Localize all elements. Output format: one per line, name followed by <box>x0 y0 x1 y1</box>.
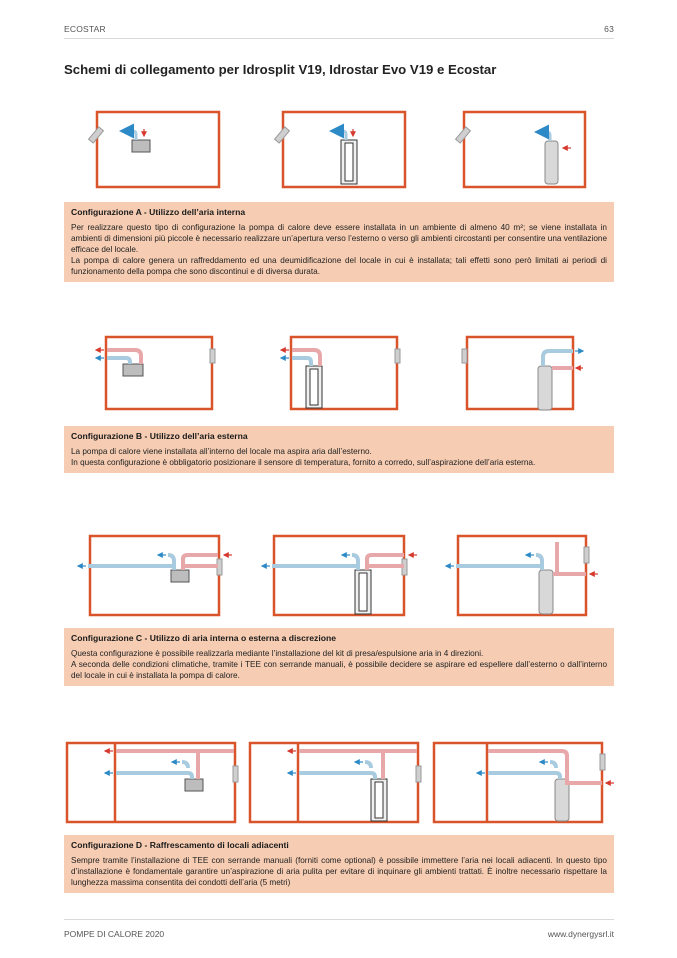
page-title: Schemi di collegamento per Idrosplit V19, Idrostar Evo V19 e Ecostar <box>64 62 497 77</box>
diagram-row-d <box>0 735 677 830</box>
tank-icon <box>539 570 553 614</box>
footer-website-link[interactable]: www.dynergysrl.it <box>547 929 614 939</box>
section-d <box>64 835 614 893</box>
diagram-c3 <box>446 536 598 615</box>
diagram-c2 <box>262 536 417 615</box>
diagram-b2 <box>281 337 400 409</box>
diagram-a2 <box>275 112 405 187</box>
window-icon <box>416 766 421 782</box>
section-b <box>64 426 614 473</box>
section-c-text-2: A seconda delle condizioni climatiche, tramite i TEE con serrande manuali, è possibile decidere se aspirare ed espellere dall’esterno o dall’interno del locale in cui è installata la pompa di calore. <box>71 660 607 680</box>
section-b-text-1: La pompa di calore viene installata all’interno del locale ma aspira aria dall’esterno. <box>71 447 372 456</box>
tank-icon <box>555 779 569 821</box>
diagram-a1 <box>89 112 219 187</box>
diagram-d2 <box>250 743 421 822</box>
heat-pump-unit-icon <box>185 779 203 791</box>
window-icon <box>233 766 238 782</box>
heat-pump-unit-icon <box>123 364 143 376</box>
section-a <box>64 202 614 282</box>
page-number: 63 <box>604 24 614 34</box>
section-c-title: Configurazione C - Utilizzo di aria interna o esterna a discrezione <box>71 633 337 643</box>
section-a-text-2: La pompa di calore genera un raffreddamento ed una deumidificazione del locale in cui è installata; tali effetti sono però limitati ai periodi di funzionamento della pompa che sono discontinui e di diversa durata. <box>71 256 607 276</box>
section-a-text-1: Per realizzare questo tipo di configurazione la pompa di calore deve essere installata in un ambiente di almeno 40 m²; se viene installata in ambienti di dimensioni più piccole è necessario realizzare un’apertura verso l’esterno o verso gli ambienti circostanti per consentire una ventilazione efficace del locale. <box>71 223 607 254</box>
section-b-title: Configurazione B - Utilizzo dell’aria esterna <box>71 431 248 441</box>
header-brand: ECOSTAR <box>64 24 106 34</box>
window-icon <box>395 349 400 363</box>
tank-icon <box>545 141 558 184</box>
window-icon <box>210 349 215 363</box>
diagram-d1 <box>67 743 238 822</box>
section-c <box>64 628 614 686</box>
footer-left: POMPE DI CALORE 2020 <box>64 929 165 939</box>
window-icon <box>462 349 467 363</box>
tank-icon <box>538 366 552 410</box>
diagram-b3 <box>462 337 583 410</box>
diagram-b1 <box>96 337 215 409</box>
diagram-row-a <box>0 105 677 195</box>
window-icon <box>600 754 605 770</box>
diagram-a3 <box>456 112 585 187</box>
section-a-title: Configurazione A - Utilizzo dell’aria interna <box>71 207 246 217</box>
window-icon <box>584 547 589 563</box>
section-d-text-1: Sempre tramite l’installazione di TEE con serrande manuali (forniti come optional) è possibile immettere l’aria nei locali adiacenti. In questo tipo d’installazione è fondamentale garantire un’aspirazione di aria pulita per evitare di inquinare gli ambienti trattati. È inoltre necessario rispettare la lunghezza massima consentita dei condotti dell’aria (5 metri) <box>71 856 607 887</box>
diagram-c1 <box>78 536 232 615</box>
heat-pump-unit-icon <box>171 570 189 582</box>
diagram-d3 <box>434 743 614 822</box>
header-divider <box>64 38 614 39</box>
section-b-text-2: In questa configurazione è obbligatorio posizionare il sensore di temperatura, fornito a corredo, sull’aspirazione dell’aria esterna. <box>71 458 536 467</box>
heat-pump-unit-icon <box>132 140 150 152</box>
diagram-row-b <box>0 330 677 415</box>
footer-divider <box>64 919 614 920</box>
section-c-text-1: Questa configurazione è possibile realizzarla mediante l’installazione del kit di presa/espulsione aria in 4 direzioni. <box>71 649 484 658</box>
diagram-row-c <box>0 528 677 623</box>
section-d-title: Configurazione D - Raffrescamento di locali adiacenti <box>71 840 289 850</box>
